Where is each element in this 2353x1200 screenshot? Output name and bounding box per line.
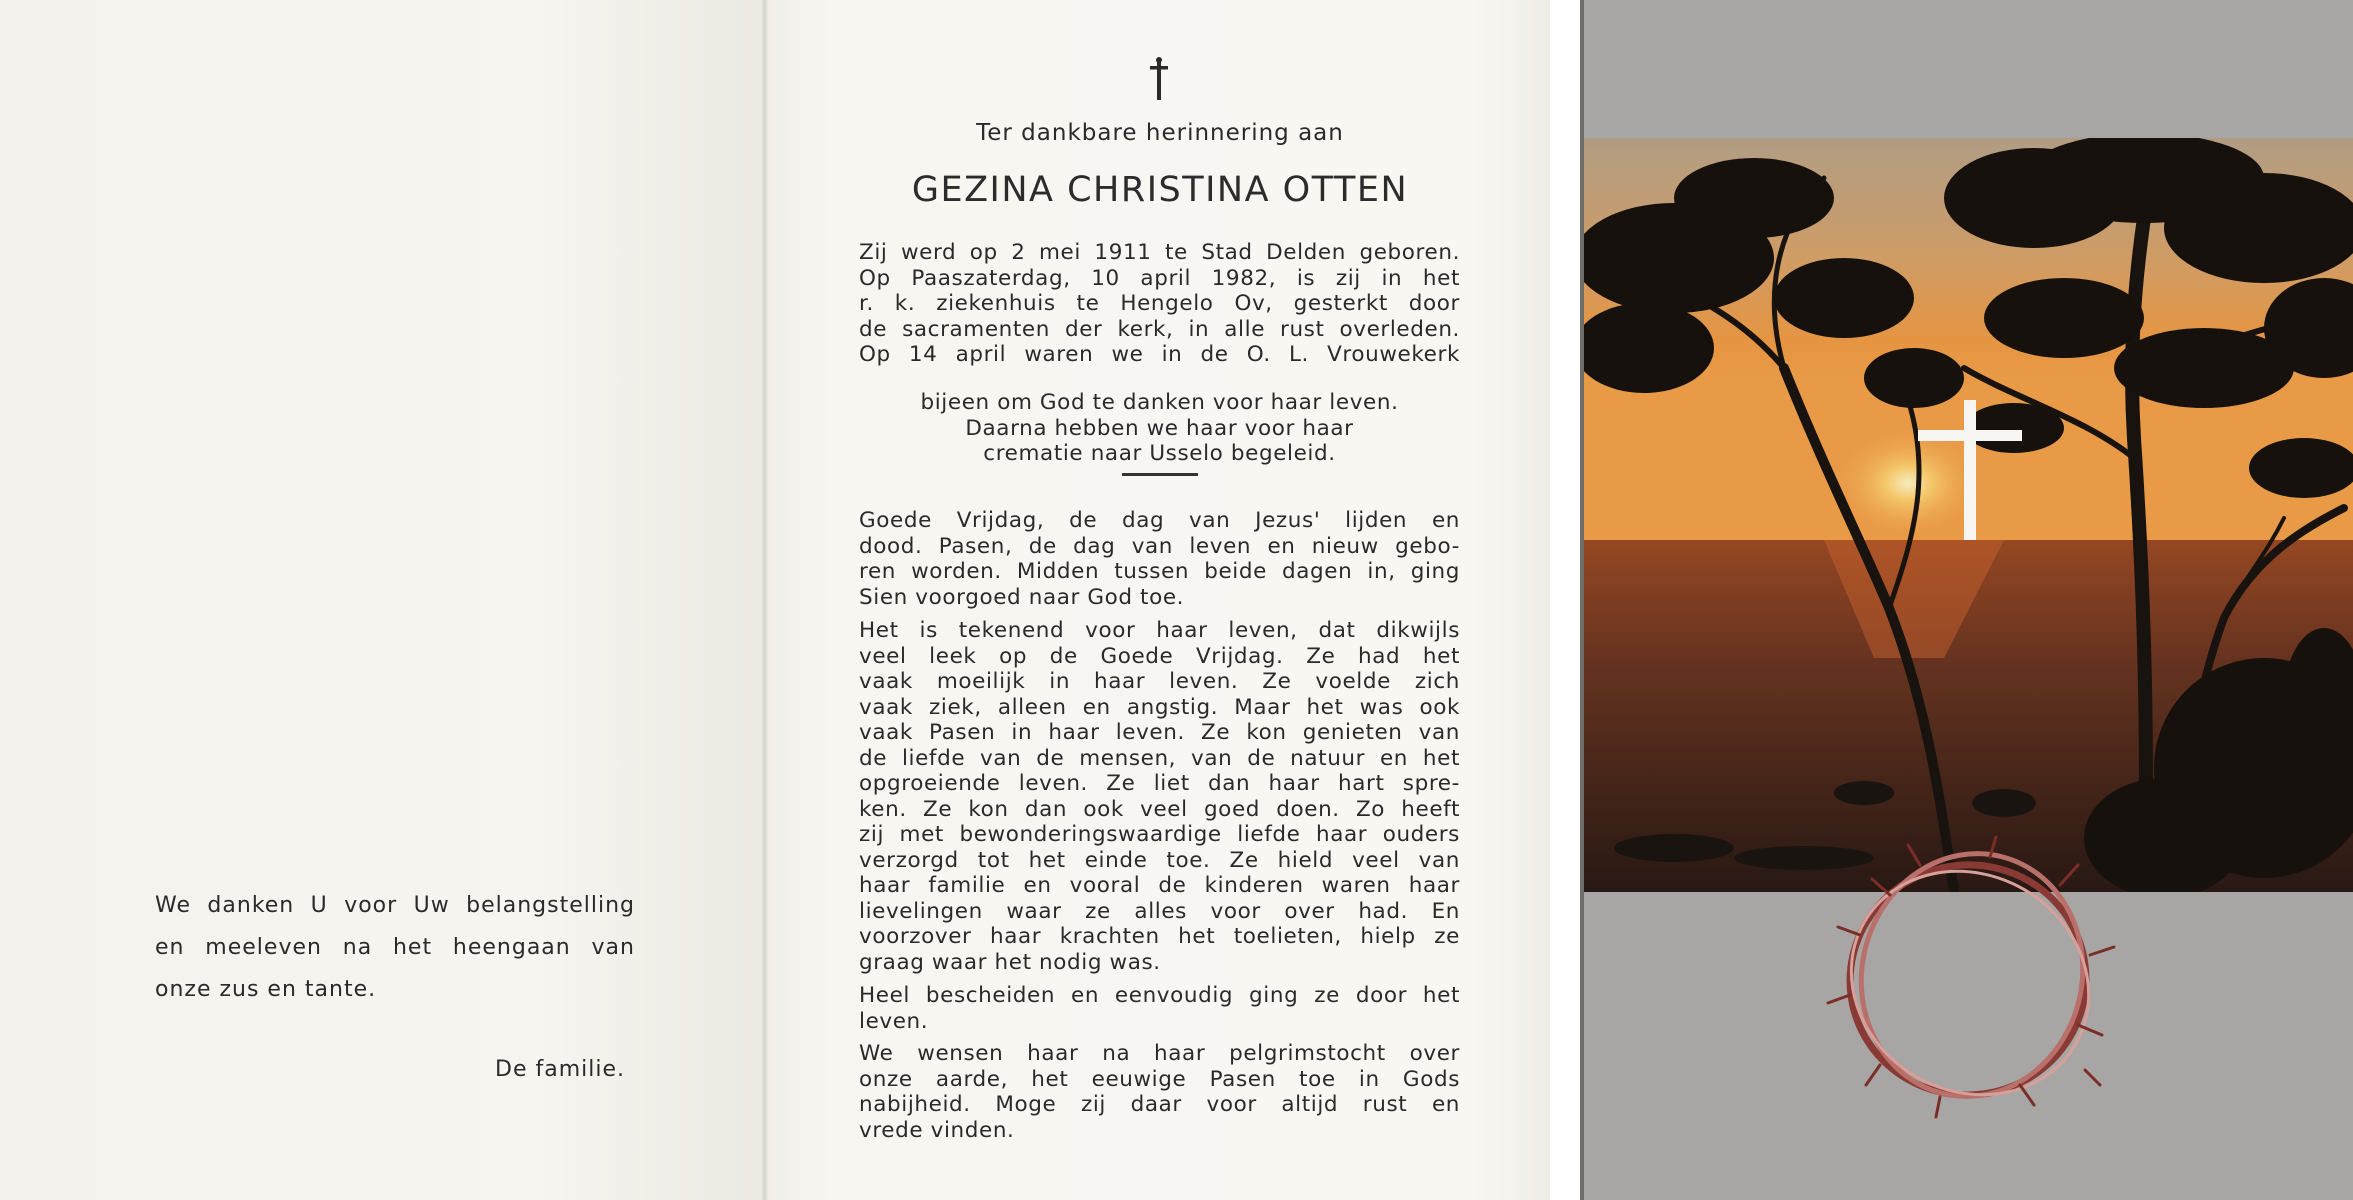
- paragraph-life: [859, 618, 1460, 975]
- text-line: Zij werd op 2 mei 1911 te Stad Delden geboren.: [859, 240, 1460, 265]
- text-line: Heel bescheiden en eenvoudig ging ze door het: [859, 983, 1460, 1008]
- text-line: zij met bewonderingswaardige liefde haar ouders: [859, 822, 1460, 847]
- text-line: Sien voorgoed naar God toe.: [859, 584, 1185, 610]
- text-line: vrede vinden.: [859, 1117, 1015, 1143]
- divider: [1122, 473, 1198, 476]
- thanks-text: [155, 885, 635, 1011]
- text-line: bijeen om God te danken voor haar leven.: [920, 390, 1399, 415]
- left-panel: [0, 0, 766, 1200]
- background-gap: [1550, 0, 1580, 1200]
- paragraph-good-friday: [859, 508, 1460, 610]
- text-line: haar familie en vooral de kinderen waren haar: [859, 873, 1460, 898]
- text-line: nabijheid. Moge zij daar voor altijd rust en: [859, 1092, 1460, 1117]
- thanks-line: We danken U voor Uw belangstelling: [155, 893, 635, 918]
- text-line: veel leek op de Goede Vrijdag. Ze had het: [859, 643, 1460, 669]
- text-line: voorzover haar krachten het toelieten, hielp ze: [859, 924, 1460, 949]
- text-line: vaak moeilijk in haar leven. Ze voelde zich: [859, 669, 1460, 694]
- text-line: verzorgd tot het einde toe. Ze hield veel van: [859, 847, 1460, 873]
- intro-text: Ter dankbare herinnering aan: [976, 120, 1344, 146]
- paragraph-modest: [859, 983, 1460, 1034]
- deceased-name: GEZINA CHRISTINA OTTEN: [911, 170, 1409, 210]
- bio-paragraph: [859, 240, 1460, 368]
- text-line: Het is tekenend voor haar leven, dat dikwijls: [859, 618, 1460, 643]
- text-line: lievelingen waar ze alles voor over had. En: [859, 898, 1460, 924]
- text-line: de sacramenten der kerk, in alle rust overleden.: [859, 316, 1460, 342]
- text-line: vaak Pasen in haar leven. Ze kon genieten van: [859, 720, 1460, 745]
- text-line: crematie naar Usselo begeleid.: [983, 441, 1336, 466]
- text-line: ken. Ze kon dan ook veel goed doen. Zo heeft: [859, 796, 1460, 822]
- white-cross-icon: [1914, 396, 2026, 544]
- text-line: onze aarde, het eeuwige Pasen toe in Gods: [859, 1066, 1460, 1092]
- crown-of-thorns-icon: [1820, 835, 2120, 1120]
- paragraph-wish: [859, 1041, 1460, 1143]
- cross-icon: [1147, 56, 1171, 102]
- text-line: dood. Pasen, de dag van leven en nieuw gebo-: [859, 533, 1460, 559]
- thanks-line: en meeleven na het heengaan van: [155, 935, 635, 960]
- text-line: vaak ziek, alleen en angstig. Maar het was ook: [859, 694, 1460, 720]
- text-line: opgroeiende leven. Ze liet dan haar hart spre-: [859, 771, 1460, 796]
- signature: De familie.: [495, 1057, 625, 1082]
- text-line: ren worden. Midden tussen beide dagen in, ging: [859, 559, 1460, 584]
- text-line: Goede Vrijdag, de dag van Jezus' lijden en: [859, 508, 1460, 533]
- text-line: Op Paaszaterdag, 10 april 1982, is zij in het: [859, 265, 1460, 291]
- text-line: We wensen haar na haar pelgrimstocht over: [859, 1041, 1460, 1066]
- text-line: de liefde van de mensen, van de natuur en het: [859, 745, 1460, 771]
- text-line: r. k. ziekenhuis te Hengelo Ov, gesterkt door: [859, 291, 1460, 316]
- thanks-line: onze zus en tante.: [155, 977, 377, 1002]
- text-line: Daarna hebben we haar voor haar: [965, 415, 1354, 441]
- text-line: Op 14 april waren we in de O. L. Vrouwekerk: [859, 342, 1460, 367]
- text-line: leven.: [859, 1008, 929, 1034]
- text-line: graag waar het nodig was.: [859, 949, 1161, 975]
- bio-centered: [859, 390, 1460, 467]
